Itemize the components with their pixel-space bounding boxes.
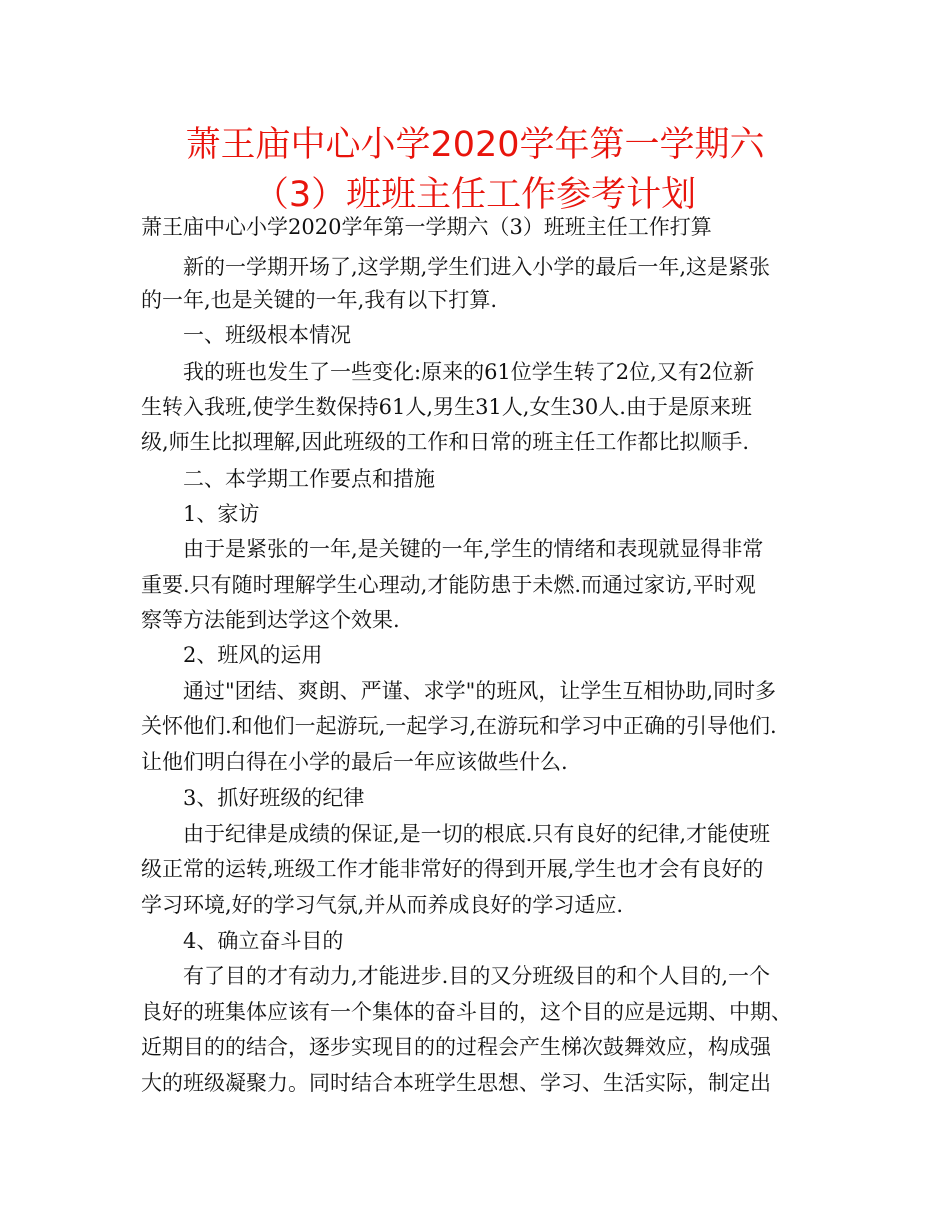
document-title-line-2: （3）班班主任工作参考计划 — [253, 175, 697, 215]
paragraph-line: 级,师生比拟理解,因此班级的工作和日常的班主任工作都比拟顺手. — [141, 430, 750, 454]
paragraph-line: 近期目的的结合，逐步实现目的的过程会产生梯次鼓舞效应，构成强 — [141, 1035, 771, 1059]
paragraph-line: 通过"团结、爽朗、严谨、求学"的班风，让学生互相协助,同时多 — [183, 679, 776, 703]
subsection-heading: 3、抓好班级的纪律 — [183, 786, 365, 810]
paragraph-line: 由于纪律是成绩的保证,是一切的根底.只有良好的纪律,才能使班 — [183, 822, 771, 846]
paragraph-line: 让他们明白得在小学的最后一年应该做些什么. — [141, 750, 568, 774]
paragraph-line: 新的一学期开场了,这学期,学生们进入小学的最后一年,这是紧张 — [183, 255, 771, 279]
subsection-heading: 1、家访 — [183, 502, 260, 526]
paragraph-line: 我的班也发生了一些变化:原来的61位学生转了2位,又有2位新 — [183, 360, 755, 384]
paragraph-line: 生转入我班,使学生数保持61人,男生31人,女生30人.由于是原来班 — [141, 395, 752, 419]
paragraph-line: 由于是紧张的一年,是关键的一年,学生的情绪和表现就显得非常 — [183, 537, 764, 561]
paragraph-line: 级正常的运转,班级工作才能非常好的得到开展,学生也才会有良好的 — [141, 857, 764, 881]
document-title-line-1: 萧王庙中心小学2020学年第一学期六 — [185, 125, 765, 165]
subtitle-line: 萧王庙中心小学2020学年第一学期六（3）班班主任工作打算 — [141, 215, 712, 239]
paragraph-line: 大的班级凝聚力。同时结合本班学生思想、学习、生活实际，制定出 — [141, 1071, 771, 1095]
section-heading: 一、班级根本情况 — [183, 323, 351, 347]
paragraph-line: 良好的班集体应该有一个集体的奋斗目的，这个目的应是远期、中期、 — [141, 1000, 792, 1024]
subsection-heading: 4、确立奋斗目的 — [183, 929, 344, 953]
paragraph-line: 察等方法能到达学这个效果. — [141, 608, 400, 632]
paragraph-line: 关怀他们.和他们一起游玩,一起学习,在游玩和学习中正确的引导他们. — [141, 714, 777, 738]
paragraph-line: 有了目的才有动力,才能进步.目的又分班级目的和个人目的,一个 — [183, 964, 771, 988]
paragraph-line: 的一年,也是关键的一年,我有以下打算. — [141, 288, 498, 312]
paragraph-line: 学习环境,好的学习气氛,并从而养成良好的学习适应. — [141, 893, 624, 917]
section-heading: 二、本学期工作要点和措施 — [183, 467, 435, 491]
paragraph-line: 重要.只有随时理解学生心理动,才能防患于未燃.而通过家访,平时观 — [141, 573, 756, 597]
subsection-heading: 2、班风的运用 — [183, 643, 323, 667]
